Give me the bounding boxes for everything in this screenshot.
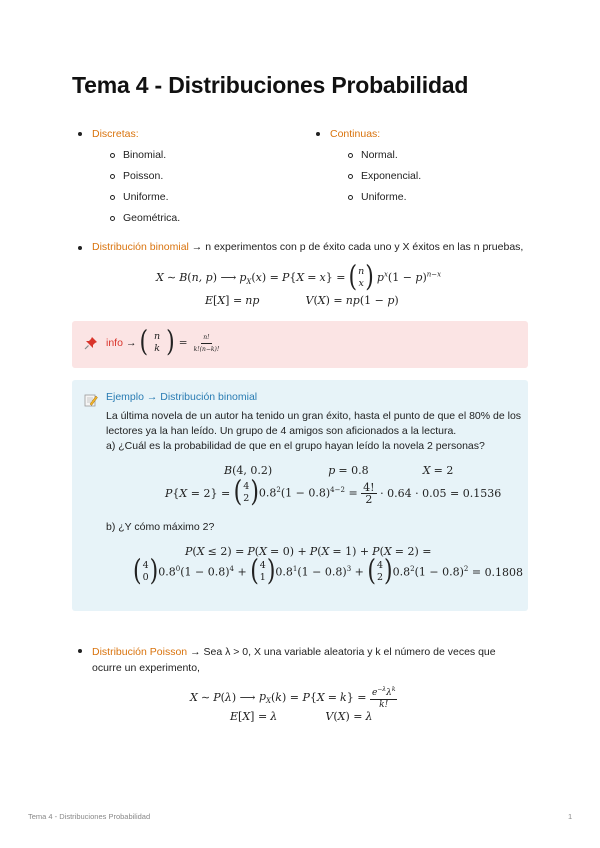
example-line4: b) ¿Y cómo máximo 2? bbox=[106, 521, 215, 533]
memo-icon bbox=[84, 393, 98, 407]
poisson-text1: → Sea λ > 0, X una variable aleatoria y k el número de veces que bbox=[190, 646, 496, 658]
poisson-formula: X ∼ P ( λ ) ⟶ $p_X$ ( k ) = P { X = k } = $\frac{e^{-\lambda}\lambda^k}{k!}$ bbox=[190, 686, 396, 710]
list-item-text: Uniforme. bbox=[123, 191, 169, 203]
bullet-dot bbox=[316, 132, 320, 136]
list-item bbox=[348, 191, 421, 203]
poisson-text2: ocurre un experimento, bbox=[92, 662, 200, 674]
list-item bbox=[348, 149, 421, 161]
binomial-moments: E[X] = np V(X) = np(1 − p) bbox=[205, 294, 399, 307]
list-item bbox=[110, 191, 180, 203]
example-line2: lectores ya la han leído. Un grupo de 4 amigos son aficionados a la lectura. bbox=[106, 425, 457, 437]
bullet-circle bbox=[110, 216, 115, 221]
bullet-circle bbox=[348, 195, 353, 200]
bullet-circle bbox=[110, 153, 115, 158]
bullet-dot bbox=[78, 132, 82, 136]
result-b: 0.1808 bbox=[484, 565, 524, 579]
example-formula-a: P { X = 2} = ( 4 2 ) $0.8^2(1 - 0.8)^{4-2}$ = $\frac{4!}{2}$ · 0.64 · 0.05 = 0.1536 bbox=[165, 476, 502, 509]
list-item-text: Geométrica. bbox=[123, 212, 181, 224]
example-title: Ejemplo → Distribución binomial bbox=[106, 391, 258, 403]
continuas-heading bbox=[310, 128, 421, 140]
binomial-text: → n experimentos con p de éxito cada uno y X éxitos en las n pruebas, bbox=[191, 241, 524, 253]
example-params: B(4, 0.2) p = 0.8 X = 2 bbox=[224, 464, 454, 477]
list-item-text: Normal. bbox=[361, 149, 398, 161]
bullet-circle bbox=[110, 195, 115, 200]
binomial-formula: X ∼ B(n, p) ⟶ $p_X(x) = P\{X = x\}$ = ( n x ) $p^x(1 - p)^{n-x}$ bbox=[156, 261, 442, 294]
info-arrow: → bbox=[125, 337, 137, 349]
page-title: Tema 4 - Distribuciones Probabilidad bbox=[72, 72, 469, 98]
discretas-heading bbox=[72, 128, 180, 140]
list-item-text: Poisson. bbox=[123, 170, 164, 182]
page-number: 1 bbox=[568, 812, 573, 821]
info-content: info → ( n k ) = $\frac{n!}{k!(n-k)!}$ bbox=[84, 331, 221, 355]
continuas-label: Continuas: bbox=[330, 128, 381, 140]
example-line3: a) ¿Cuál es la probabilidad de que en el grupo hayan leído la novela 2 personas? bbox=[106, 440, 485, 452]
list-item bbox=[110, 212, 180, 224]
list-item-text: Uniforme. bbox=[361, 191, 407, 203]
poisson-label: Distribución Poisson bbox=[92, 646, 188, 658]
list-item-text: Binomial. bbox=[123, 149, 167, 161]
poisson-moments: E[X] = λ V(X) = λ bbox=[230, 710, 373, 723]
list-item bbox=[110, 149, 180, 161]
continuas-list bbox=[310, 128, 421, 212]
poisson-bullet bbox=[72, 644, 512, 676]
pushpin-icon bbox=[84, 336, 98, 350]
bullet-circle bbox=[348, 153, 353, 158]
list-item bbox=[348, 170, 421, 182]
bullet-circle bbox=[110, 174, 115, 179]
bullet-dot bbox=[78, 649, 82, 653]
example-line1: La última novela de un autor ha tenido un gran éxito, hasta el punto de que el 80% de los bbox=[106, 410, 522, 422]
info-label: info bbox=[106, 337, 123, 349]
discretas-list bbox=[72, 128, 180, 233]
list-item-text: Exponencial. bbox=[361, 170, 422, 182]
footer-title: Tema 4 - Distribuciones Probabilidad bbox=[28, 812, 151, 821]
list-item bbox=[110, 170, 180, 182]
example-formula-b1: P(X ≤ 2) = P(X = 0) + P(X = 1) + P(X = 2) = bbox=[185, 545, 432, 558]
binomial-label: Distribución binomial bbox=[92, 241, 189, 253]
bullet-dot bbox=[78, 246, 82, 250]
result-a: 0.1536 bbox=[462, 486, 502, 500]
discretas-label: Discretas: bbox=[92, 128, 139, 140]
example-formula-b2: ( 4 0 ) $0.8^0(1 - 0.8)^4$ + ( 4 1 ) $0.8^1(1 - 0.8)^3$ + ( 4 2 ) $0.8^2(1 - 0.8)^2$ = 0.1808 bbox=[133, 555, 524, 588]
binomial-bullet bbox=[72, 241, 523, 253]
bullet-circle bbox=[348, 174, 353, 179]
